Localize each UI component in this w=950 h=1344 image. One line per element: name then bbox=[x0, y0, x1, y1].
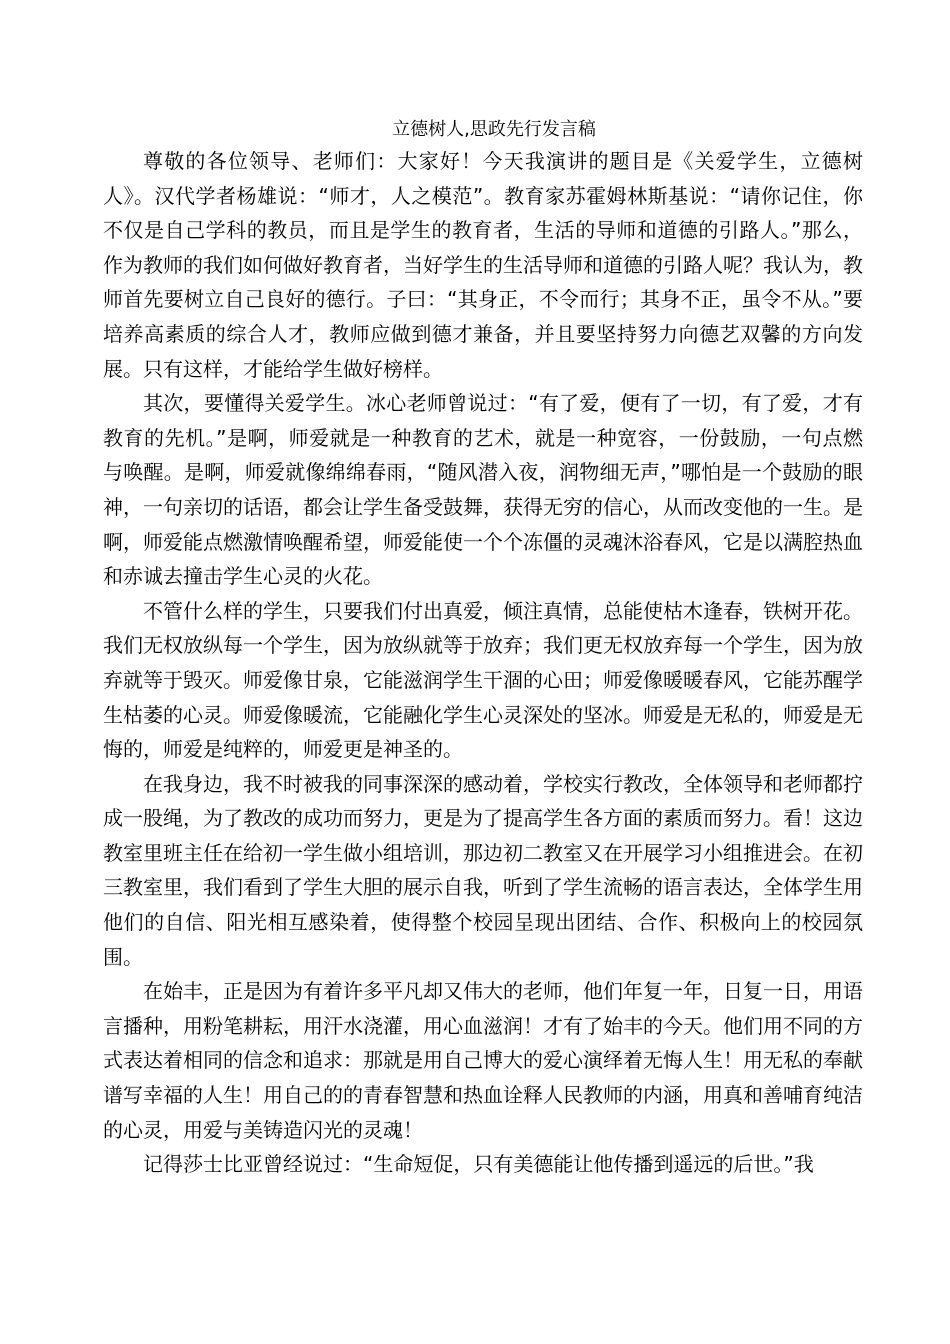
page-title: 立德树人,思政先行发言稿 bbox=[392, 119, 596, 140]
paragraph-6: 记得莎士比亚曾经说过：“生命短促，只有美德能让他传播到遥远的后世。”我 bbox=[143, 1152, 814, 1177]
paragraph-2: 其次，要懂得关爱学生。冰心老师曾说过：“有了爱，便有了一切，有了爱，才有教育的先机。”是啊，师爱就是一种教育的艺术，就是一种宽容，一份鼓励，一句点燃与唤醒。是啊，师爱就像绵绵春雨，“随风潜入夜，润物细无声，”哪怕是一个鼓励的眼神，一句亲切的话语，都会让学生备受鼓舞，获得无穷的信心，从而改变他的一生。是啊，师爱能点燃激情唤醒希望，师爱能使一个个冻僵的灵魂沐浴春风，它是以满腔热血和赤诚去撞击学生心灵的火花。 bbox=[103, 391, 863, 589]
document-page bbox=[103, 116, 863, 1182]
paragraph-1: 尊敬的各位领导、老师们：大家好！今天我演讲的题目是《关爱学生，立德树人》。汉代学者杨雄说：“师才，人之模范”。教育家苏霍姆林斯基说：“请你记住，你不仅是自己学科的教员，而且是学生的教育者，生活的导师和道德的引路人。”那么，作为教师的我们如何做好教育者，当好学生的生活导师和道德的引路人呢？我认为，教师首先要树立自己良好的德行。子曰：“其身正，不令而行；其身不正，虽令不从。”要培养高素质的综合人才，教师应做到德才兼备，并且要坚持努力向德艺双馨的方向发展。只有这样，才能给学生做好榜样。 bbox=[103, 149, 863, 381]
paragraph-5: 在始丰，正是因为有着许多平凡却又伟大的老师，他们年复一年，日复一日，用语言播种，用粉笔耕耘，用汗水浇灌，用心血滋润！才有了始丰的今天。他们用不同的方式表达着相同的信念和追求：那就是用自己博大的爱心演绎着无悔人生！用无私的奉献谱写幸福的人生！用自己的的青春智慧和热血诠释人民教师的内涵，用真和善哺育纯洁的心灵，用爱与美铸造闪光的灵魂！ bbox=[103, 979, 863, 1142]
paragraph-4: 在我身边，我不时被我的同事深深的感动着，学校实行教改，全体领导和老师都拧成一股绳，为了教改的成功而努力，更是为了提高学生各方面的素质而努力。看！这边教室里班主任在给初一学生做小组培训，那边初二教室又在开展学习小组推进会。在初三教室里，我们看到了学生大胆的展示自我，听到了学生流畅的语言表达，全体学生用他们的自信、阳光相互感染着，使得整个校园呈现出团结、合作、积极向上的校园氛围。 bbox=[103, 771, 863, 969]
paragraph-3: 不管什么样的学生，只要我们付出真爱，倾注真情，总能使枯木逢春，铁树开花。我们无权放纵每一个学生，因为放纵就等于放弃；我们更无权放弃每一个学生，因为放弃就等于毁灭。师爱像甘泉，它能滋润学生干涸的心田；师爱像暖暖春风，它能苏醒学生枯萎的心灵。师爱像暖流，它能融化学生心灵深处的坚冰。师爱是无私的，师爱是无悔的，师爱是纯粹的，师爱更是神圣的。 bbox=[103, 598, 863, 762]
